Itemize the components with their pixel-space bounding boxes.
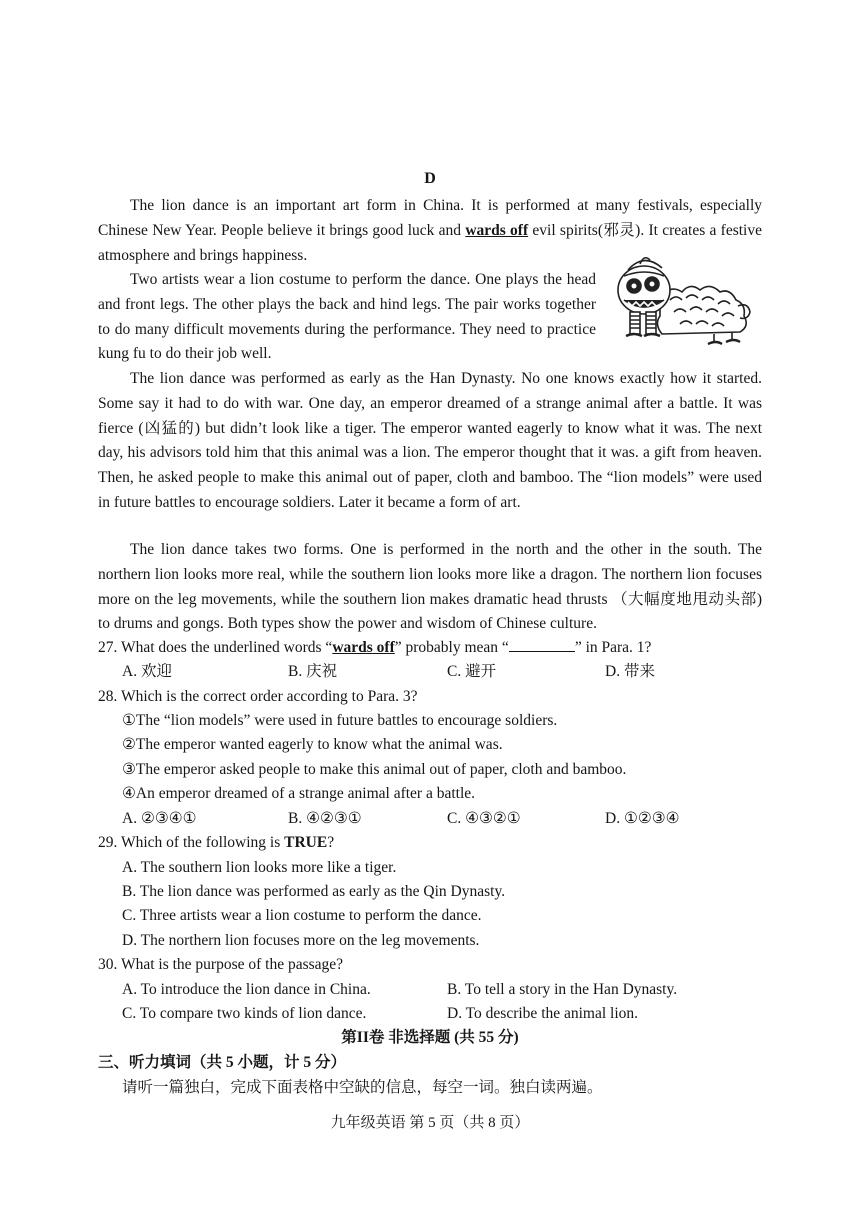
q28-option-c[interactable]: C. ④③②① (447, 810, 521, 827)
q27-stem-a: 27. What does the underlined words “ (98, 639, 333, 656)
q28-item-3: ③The emperor asked people to make this animal out of paper, cloth and bamboo. (122, 761, 627, 778)
section-letter: D (424, 170, 436, 187)
answer-blank (509, 635, 575, 652)
q30-option-a[interactable]: A. To introduce the lion dance in China. (122, 981, 371, 998)
passage-paragraph-4: The lion dance takes two forms. One is performed in the north and the other in the south. The northern lion looks more real, while the southern lion looks more like a dragon. The northern lion focuses more on the leg movements, while the southern lion makes dramatic head thrusts （大幅度地甩动头部) to drums and gongs. Both types show the power and wisdom of Chinese culture. (98, 541, 762, 633)
question-27-stem (98, 635, 651, 661)
q29-option-c[interactable]: C. Three artists wear a lion costume to perform the dance. (122, 907, 482, 924)
underlined-term: wards off (465, 221, 529, 239)
lion-dance-illustration-icon (610, 250, 754, 350)
q28-item-2: ②The emperor wanted eagerly to know what the animal was. (122, 736, 503, 753)
q27-option-b[interactable]: B. 庆祝 (288, 663, 338, 680)
q30-option-d[interactable]: D. To describe the animal lion. (447, 1005, 639, 1022)
passage-paragraph-2: Two artists wear a lion costume to perform the dance. One plays the head and front legs. The other plays the back and hind legs. The pair works together to do many difficult movements during the performance. They need to practice kung fu to do their job well. (98, 271, 596, 363)
q29-option-a[interactable]: A. The southern lion looks more like a tiger. (122, 859, 397, 876)
question-29-stem (98, 831, 334, 856)
question-28-stem: 28. Which is the correct order according to Para. 3? (98, 688, 418, 705)
q27-option-d[interactable]: D. 带来 (605, 663, 655, 680)
q27-stem-c: ” in Para. 1? (574, 639, 652, 656)
q29-stem-bold: TRUE (284, 834, 328, 851)
q29-stem-b: ? (327, 834, 335, 851)
part-3-title: 三、听力填词（共 5 小题，计 5 分） (98, 1054, 347, 1071)
page-footer: 九年级英语 第 5 页（共 8 页） (330, 1115, 530, 1131)
question-30-stem: 30. What is the purpose of the passage? (98, 956, 344, 973)
q28-item-1: ①The “lion models” were used in future battles to encourage soldiers. (122, 712, 558, 729)
q27-stem-b: ” probably mean “ (394, 639, 509, 656)
q28-option-b[interactable]: B. ④②③① (288, 810, 362, 827)
p1-text-b: evil spirits(邪灵). It creates a festive atmosphere and brings happiness. (98, 221, 762, 264)
section-heading: 第II卷 非选择题 (共 55 分) (341, 1029, 519, 1046)
q30-option-b[interactable]: B. To tell a story in the Han Dynasty. (447, 981, 678, 998)
q29-stem-a: 29. Which of the following is (98, 834, 285, 851)
q27-underlined-term: wards off (332, 639, 395, 656)
p1-text-a: The lion dance is an important art form in China. It is performed at many festivals, especially Chinese New Year. People believe it brings good luck and (98, 197, 762, 239)
q27-option-c[interactable]: C. 避开 (447, 663, 497, 680)
q29-option-d[interactable]: D. The northern lion focuses more on the leg movements. (122, 932, 480, 949)
q30-option-c[interactable]: C. To compare two kinds of lion dance. (122, 1005, 367, 1022)
passage-paragraph-3: The lion dance was performed as early as the Han Dynasty. No one knows exactly how it started. Some say it had to do with war. One day, an emperor dreamed of a strange animal after a battle. It was fierce (凶猛的) but didn’t look like a tiger. The emperor wanted eagerly to know what it was. The next day, his advisors told him that this animal was a lion. The emperor thought that it was. a gift from heaven. Then, he asked people to make this animal out of paper, cloth and bamboo. The “lion models” were used in future battles to encourage soldiers. Later it became a form of art. (98, 370, 762, 511)
q29-option-b[interactable]: B. The lion dance was performed as early as the Qin Dynasty. (122, 883, 506, 900)
q28-item-4: ④An emperor dreamed of a strange animal after a battle. (122, 785, 476, 802)
part-3-instruction: 请听一篇独白，完成下面表格中空缺的信息，每空一词。独白读两遍。 (122, 1079, 603, 1096)
q27-option-a[interactable]: A. 欢迎 (122, 663, 172, 680)
q28-option-d[interactable]: D. ①②③④ (605, 810, 680, 827)
q28-option-a[interactable]: A. ②③④① (122, 810, 197, 827)
